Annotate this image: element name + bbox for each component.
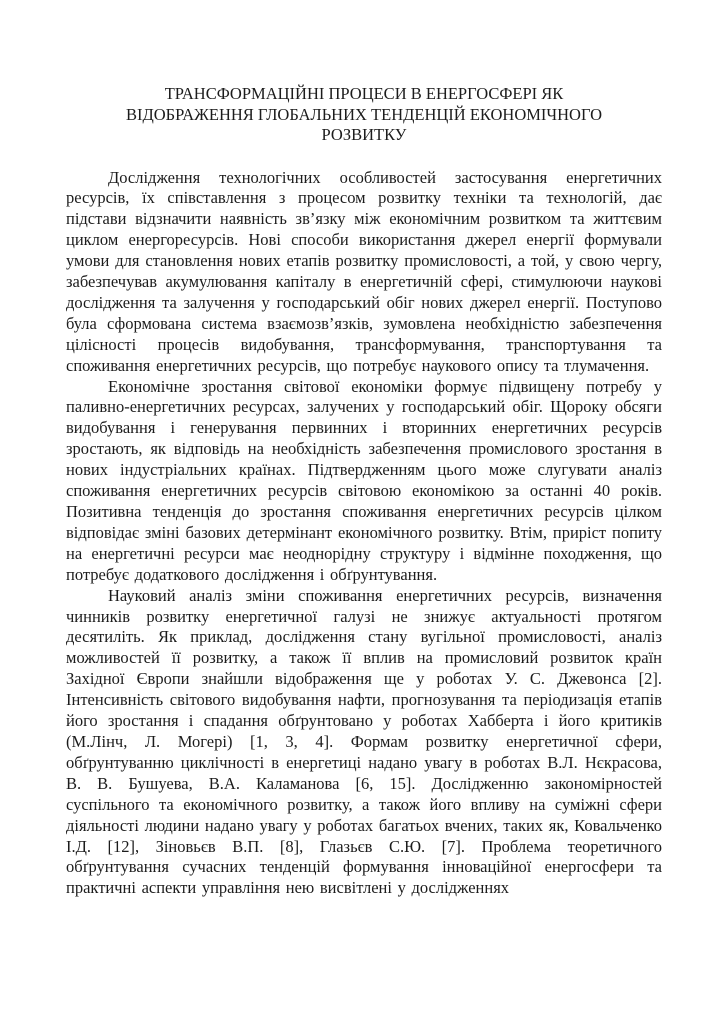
paragraph-intro: Дослідження технологічних особливостей застосування енергетичних ресурсів, їх співставлення з процесом розвитку техніки та технологій, дає підстави відзначити наявність зв’язку між економічним розвитком та життєвим циклом енергоресурсів. Нові способи використання джерел енергії формували умови для становлення нових етапів розвитку промисловості, а той, у свою чергу, забезпечував акумулювання капіталу в енергетичній сфері, стимулюючи наукові дослідження та залучення у господарський обіг нових джерел енергії. Поступово була сформована система взаємозв’язків, зумовлена необхідністю забезпечення цілісності процесів видобування, трансформування, транспортування та споживання енергетичних ресурсів, що потребує наукового опису та тлумачення. [66, 167, 662, 375]
paragraph-economic-growth: Економічне зростання світової економіки формує підвищену потребу у паливно-енергетичних ресурсах, залучених у господарський обіг. Щороку обсяги видобування і генерування первинних і вторинних енергетичних ресурсів зростають, як відповідь на необхідність забезпечення промислового зростання в нових індустріальних країнах. Підтвердженням цього може слугувати аналіз споживання енергетичних ресурсів світовою економікою за останні 40 років. Позитивна тенденція до зростання споживання енергетичних ресурсів цілком відповідає зміні базових детермінант економічного розвитку. Втім, приріст попиту на енергетичні ресурси має неоднорідну структуру і відмінне походження, що потребує додаткового дослідження і обґрунтування. [66, 376, 662, 584]
paragraph-literature-review: Науковий аналіз зміни споживання енергетичних ресурсів, визначення чинників розвитку енергетичної галузі не знижує актуальності протягом десятиліть. Як приклад, дослідження стану вугільної промисловості, аналіз можливостей її розвитку, а також її вплив на промисловий розвиток країн Західної Європи знайшли відображення ще у роботах У. С. Джевонса [2]. Інтенсивність світового видобування нафти, прогнозування та періодизація етапів його зростання і спадання обґрунтовано у роботах Хабберта і його критиків (М.Лінч, Л. Могері) [1, 3, 4]. Формам розвитку енергетичної сфери, обґрунтуванню циклічності в енергетиці надано увагу в роботах В.Л. Нєкрасова, В. В. Бушуева, В.А. Каламанова [6, 15]. Дослідженню закономірностей суспільного та економічного розвитку, а також його впливу на суміжні сфери діяльності людини надано увагу у роботах багатьох вчених, таких як, Ковальченко І.Д. [12], Зіновьєв В.П. [8], Глазьєв С.Ю. [7]. Проблема теоретичного обґрунтування сучасних тенденцій формування інноваційної енергосфери та практичні аспекти управління нею висвітлені у дослідженнях [66, 585, 662, 898]
page-title: ТРАНСФОРМАЦІЙНІ ПРОЦЕСИ В ЕНЕРГОСФЕРІ ЯК ВІДОБРАЖЕННЯ ГЛОБАЛЬНИХ ТЕНДЕНЦІЙ ЕКОНОМІЧНОГО РОЗВИТКУ [125, 84, 603, 144]
document-body [66, 168, 662, 900]
